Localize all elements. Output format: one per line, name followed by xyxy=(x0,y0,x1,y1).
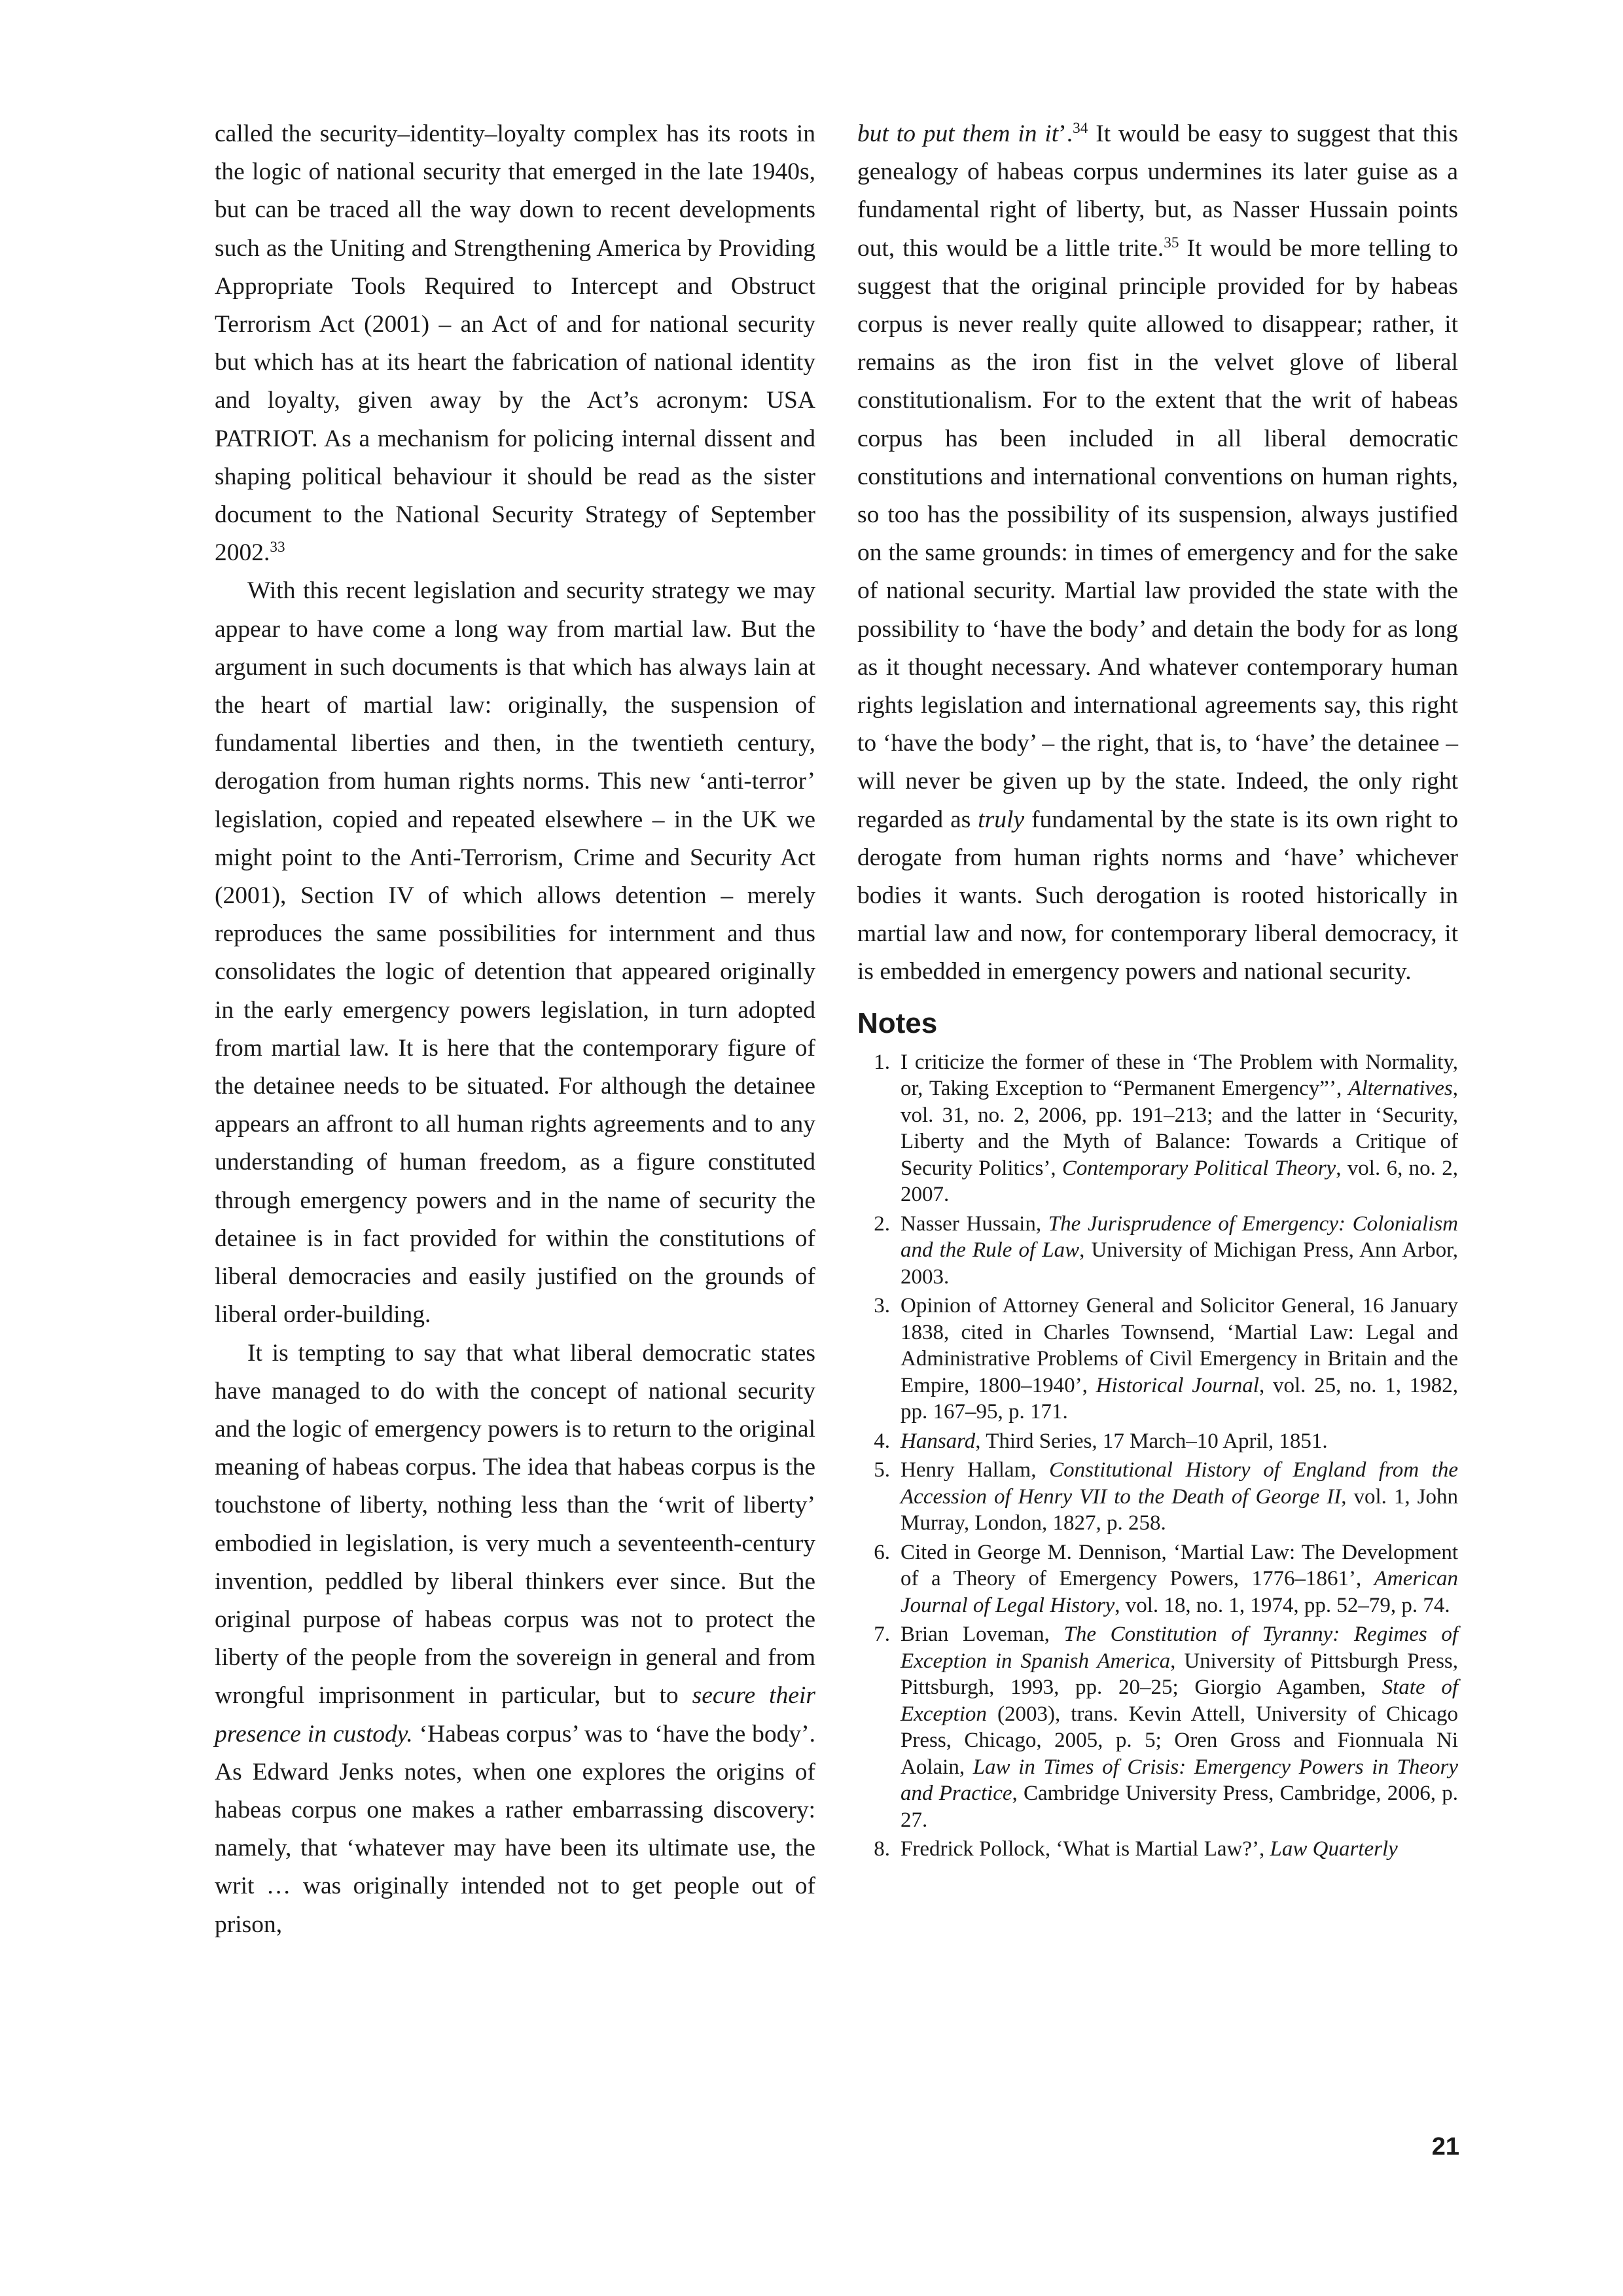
note-number: 1. xyxy=(874,1050,890,1074)
paragraph-text: It would be more telling to suggest that the original principle provided for by habeas corpus is never really quite allowed to disappear; rather, it remains as the iron fist in the velvet glove of liberal constitutionalism. For to the extent that the writ of habeas corpus has been included in all liberal democratic constitutions and international conventions on human rights, so too has the possibility of its suspension, always justified on the same grounds: in times of emergency and for the sake of national security. Martial law provided the state with the possibility to ‘have the body’ and detain the body for as long as it thought necessary. And whatever contemporary human rights legislation and international agreements say, this right to ‘have the body’ – the right, that is, to ‘have’ the detainee – will never be given up by the state. Indeed, the only right regarded as xyxy=(857,234,1459,833)
page-number: 21 xyxy=(1431,2133,1459,2161)
note-number: 5. xyxy=(874,1458,890,1482)
note-title-italic: Hansard xyxy=(901,1429,976,1453)
note-text: I criticize the former of these in ‘The Problem with Normality, or, Taking Exception to “Permanent Emergency”’, Alternatives, vol. 31, no. 2, 2006, pp. 191–213; and the latter in ‘Security, Liberty and the Myth of Balance: Towards a Critique of Security Politics’, Contemporary Political Theory, vol. 6, no. 2, 2007. xyxy=(901,1050,1458,1207)
note-title-italic: Constitutional History of England from the Accession of Henry VII to the Death of George II xyxy=(901,1458,1458,1509)
note-number: 6. xyxy=(874,1540,890,1564)
note-reference-33: 33 xyxy=(270,539,285,556)
paragraph-text: It would be easy to suggest that this genealogy of habeas corpus undermines its later guise as a fundamental right of liberty, but, as Nasser Hussain points out, this would be a little trite. xyxy=(857,120,1458,262)
note-item xyxy=(857,1293,1458,1426)
note-text: Opinion of Attorney General and Solicitor General, 16 January 1838, cited in Charles Townsend, ‘Martial Law: Legal and Administrative Problems of Civil Emergency in Britain and the Empire, 1800–1940’, Historical Journal, vol. 25, no. 1, 1982, pp. 167–95, p. 171. xyxy=(901,1294,1458,1424)
note-text: Fredrick Pollock, ‘What is Martial Law?’, Law Quarterly xyxy=(901,1837,1398,1861)
note-item xyxy=(857,1621,1458,1833)
note-title-italic: The Constitution of Tyranny: Regimes of Exception in Spanish America xyxy=(901,1623,1459,1673)
note-text: Cited in George M. Dennison, ‘Martial Law: The Development of a Theory of Emergency Powers, 1776–1861’, American Journal of Legal History, vol. 18, no. 1, 1974, pp. 52–79, p. 74. xyxy=(901,1540,1458,1617)
note-item xyxy=(857,1049,1458,1208)
note-text: Hansard, Third Series, 17 March–10 April, 1851. xyxy=(901,1429,1328,1453)
note-number: 3. xyxy=(874,1294,890,1318)
emphasis-put-them-in-it: but to put them in it xyxy=(857,120,1059,147)
note-reference-35: 35 xyxy=(1164,234,1179,251)
paragraph-habeas-corpus xyxy=(215,1335,815,1944)
note-item xyxy=(857,1428,1458,1455)
note-title-italic: The Jurisprudence of Emergency: Colonialism and the Rule of Law xyxy=(901,1211,1458,1263)
right-column xyxy=(857,115,1458,1865)
paragraph-anti-terror-legislation: With this recent legislation and security strategy we may appear to have come a long way from martial law. But the argument in such documents is that which has always lain at the heart of martial law: originally, the suspension of fundamental liberties and then, in the twentieth century, derogation from human rights norms. This new ‘anti-terror’ legislation, copied and repeated elsewhere – in the UK we might point to the Anti-Terrorism, Crime and Security Act (2001), Section IV of which allows detention – merely reproduces the same possibilities for internment and thus consolidates the logic of detention that appeared originally in the early emergency powers legislation, in turn adopted from martial law. It is here that the contemporary figure of the detainee needs to be situated. For although the detainee appears an affront to all human rights agreements and to any understanding of human freedom, as a figure constituted through emergency powers and in the name of security the detainee is in fact provided for within the constitutions of liberal democracies and easily justified on the grounds of liberal order-building. xyxy=(215,577,815,1329)
note-title-italic: Historical Journal xyxy=(1096,1373,1259,1397)
paragraph-text: ’. xyxy=(1058,120,1073,147)
notes-list xyxy=(857,1049,1458,1863)
paragraph-text: It is tempting to say that what liberal democratic states have managed to do with the concept of national security and the logic of emergency powers is to return to the original meaning of habeas corpus. The idea that habeas corpus is the touchstone of liberty, nothing less than the ‘writ of liberty’ embodied in legislation, is very much a seventeenth-century invention, peddled by liberal thinkers ever since. But the original purpose of habeas corpus was not to protect the liberty of the people from the sovereign in general and from wrongful imprisonment in particular, but to xyxy=(215,1339,815,1710)
note-reference-34: 34 xyxy=(1073,120,1088,137)
note-item xyxy=(857,1211,1458,1291)
note-text: Nasser Hussain, The Jurisprudence of Emergency: Colonialism and the Rule of Law, University of Michigan Press, Ann Arbor, 2003. xyxy=(901,1211,1458,1289)
paragraph-text: ‘Habeas corpus’ was to ‘have the body’. As Edward Jenks notes, when one explores the origins of habeas corpus one makes a rather embarrassing discovery: namely, that ‘whatever may have been its ultimate use, the writ … was originally intended not to get people out of prison, xyxy=(215,1720,816,1938)
note-number: 7. xyxy=(874,1623,890,1647)
note-title-italic: Alternatives xyxy=(1348,1077,1453,1101)
note-item xyxy=(857,1836,1458,1863)
paragraph-text: called the security–identity–loyalty complex has its roots in the logic of national security that emerged in the late 1940s, but can be traced all the way down to recent developments such as the Uniting and Strengthening America by Providing Appropriate Tools Required to Intercept and Obstruct Terrorism Act (2001) – an Act of and for national security but which has at its heart the fabrication of national identity and loyalty, given away by the Act’s acronym: USA PATRIOT. As a mechanism for policing internal dissent and shaping political behaviour it should be read as the sister document to the National Security Strategy of September 2002. xyxy=(215,120,815,567)
paragraph-habeas-genealogy xyxy=(857,115,1458,992)
paragraph-text: fundamental by the state is its own right to derogate from human rights norms and ‘have’ whichever bodies it wants. Such derogation is rooted historically in martial law and now, for contemporary liberal democracy, it is embedded in emergency powers and national security. xyxy=(857,806,1458,986)
notes-heading: Notes xyxy=(857,1007,938,1039)
note-item xyxy=(857,1539,1458,1619)
note-number: 4. xyxy=(874,1429,890,1453)
note-text: Brian Loveman, The Constitution of Tyranny: Regimes of Exception in Spanish America, University of Pittsburgh Press, Pittsburgh, 1993, pp. 20–25; Giorgio Agamben, State of Exception (2003), trans. Kevin Attell, University of Chicago Press, Chicago, 2005, p. 5; Oren Gross and Fionnuala Ni Aolain, Law in Times of Crisis: Emergency Powers in Theory and Practice, Cambridge University Press, Cambridge, 2006, p. 27. xyxy=(901,1623,1459,1832)
paragraph-security-identity-loyalty xyxy=(215,115,815,572)
note-title-italic: American Journal of Legal History xyxy=(901,1567,1458,1617)
note-title-italic: Law in Times of Crisis: Emergency Powers in Theory and Practice xyxy=(901,1755,1458,1806)
note-title-italic: State of Exception xyxy=(901,1676,1458,1726)
emphasis-truly: truly xyxy=(978,806,1025,833)
note-item xyxy=(857,1457,1458,1537)
emphasis-secure-presence: secure their presence in custody. xyxy=(215,1682,815,1748)
left-column xyxy=(215,115,815,1944)
note-number: 8. xyxy=(874,1837,890,1861)
note-text: Henry Hallam, Constitutional History of England from the Accession of Henry VII to the Death of George II, vol. 1, John Murray, London, 1827, p. 258. xyxy=(901,1458,1458,1535)
note-title-italic: Law Quarterly xyxy=(1270,1837,1398,1861)
note-number: 2. xyxy=(874,1211,890,1236)
note-title-italic: Contemporary Political Theory xyxy=(1061,1156,1336,1180)
